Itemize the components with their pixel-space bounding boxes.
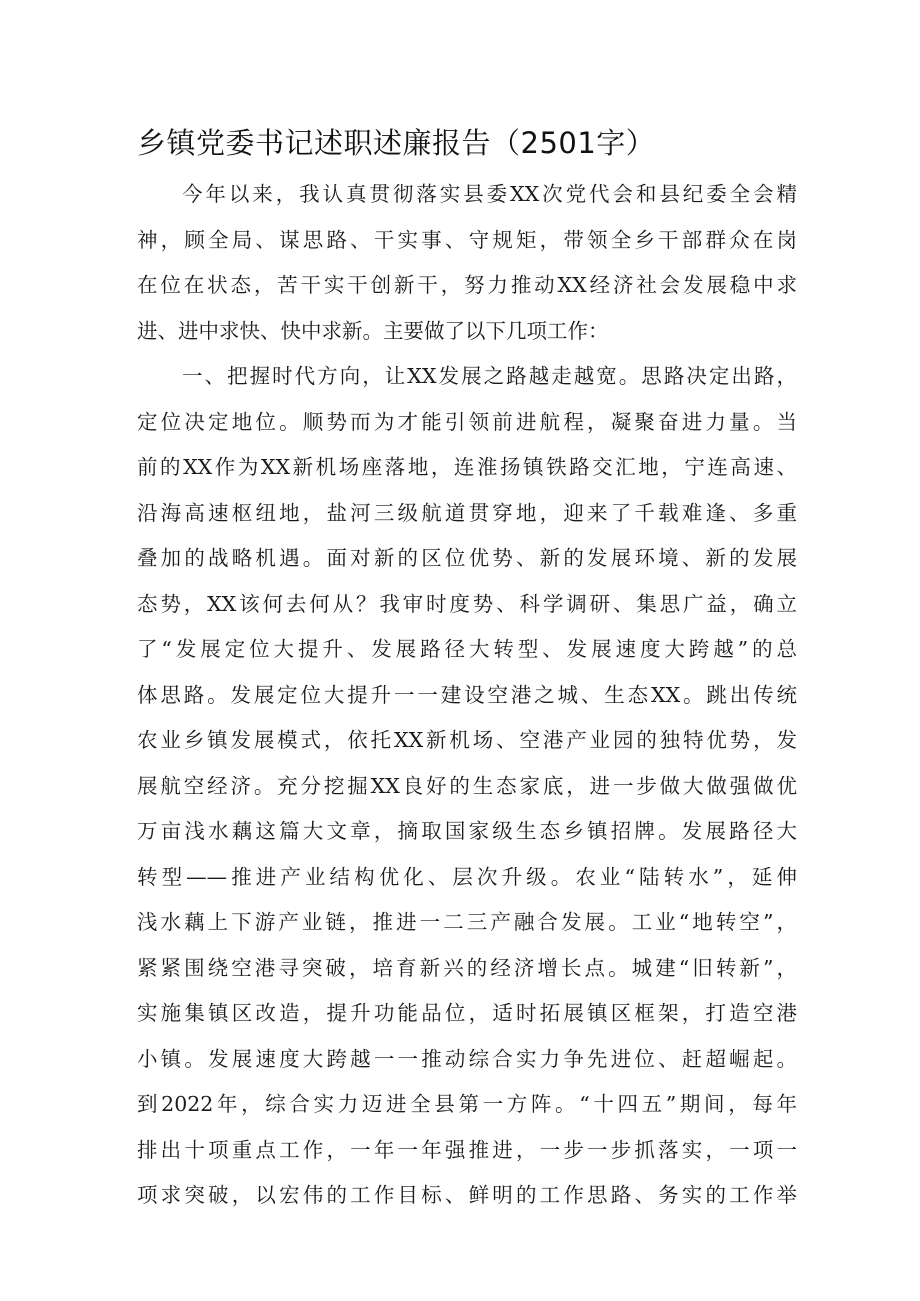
paragraph-line: 排出十项重点工作，一年一年强推进，一步一步抓落实，一项一 [137,1137,797,1162]
paragraph-line: 神，顾全局、谋思路、干实事、守规矩，带领全乡干部群众在岗 [137,227,797,252]
paragraph-line: 展航空经济。充分挖掘XX良好的生态家底，进一步做大做强做优 [137,773,797,798]
paragraph-line: 沿海高速枢纽地，盐河三级航道贯穿地，迎来了千载难逢、多重 [137,500,797,525]
paragraph-line: 前的XX作为XX新机场座落地，连淮扬镇铁路交汇地，宁连高速、 [137,455,797,479]
paragraph-line: 进、进中求快、快中求新。主要做了以下几项工作： [137,318,609,343]
paragraph-line: 态势，XX该何去何从？我审时度势、科学调研、集思广益，确立 [137,591,797,616]
paragraph-line: 浅水藕上下游产业链，推进一二三产融合发展。工业“地转空”， [137,910,797,934]
paragraph-line: 一、把握时代方向，让XX发展之路越走越宽。思路决定出路， [182,364,797,388]
paragraph-line: 小镇。发展速度大跨越一一推动综合实力争先进位、赶超崛起。 [137,1046,797,1071]
document-title: 乡镇党委书记述职述廉报告（2501字） [137,126,656,160]
paragraph-line: 今年以来，我认真贯彻落实县委XX次党代会和县纪委全会精 [182,182,797,206]
paragraph-line: 到2022年，综合实力迈进全县第一方阵。“十四五”期间，每年 [137,1092,797,1116]
paragraph-line: 叠加的战略机遇。面对新的区位优势、新的发展环境、新的发展 [137,546,797,570]
paragraph-line: 项求突破，以宏伟的工作目标、鲜明的工作思路、务实的工作举 [137,1183,797,1207]
paragraph-line: 紧紧围绕空港寻突破，培育新兴的经济增长点。城建“旧转新”， [137,955,797,980]
paragraph-line: 万亩浅水藕这篇大文章，摘取国家级生态乡镇招牌。发展路径大 [137,819,797,843]
document-body [137,172,797,1219]
paragraph-line: 农业乡镇发展模式，依托XX新机场、空港产业园的独特优势，发 [137,728,797,752]
paragraph-line: 在位在状态，苦干实干创新干，努力推动XX经济社会发展稳中求 [137,273,797,297]
paragraph-line: 了“发展定位大提升、发展路径大转型、发展速度大跨越”的总 [137,637,797,661]
paragraph-line: 体思路。发展定位大提升一一建设空港之城、生态XX。跳出传统 [137,682,797,707]
paragraph-line: 定位决定地位。顺势而为才能引领前进航程，凝聚奋进力量。当 [137,409,797,434]
paragraph-line: 实施集镇区改造，提升功能品位，适时拓展镇区框架，打造空港 [137,1001,797,1025]
paragraph-line: 转型——推进产业结构优化、层次升级。农业“陆转水”，延伸 [137,864,797,889]
